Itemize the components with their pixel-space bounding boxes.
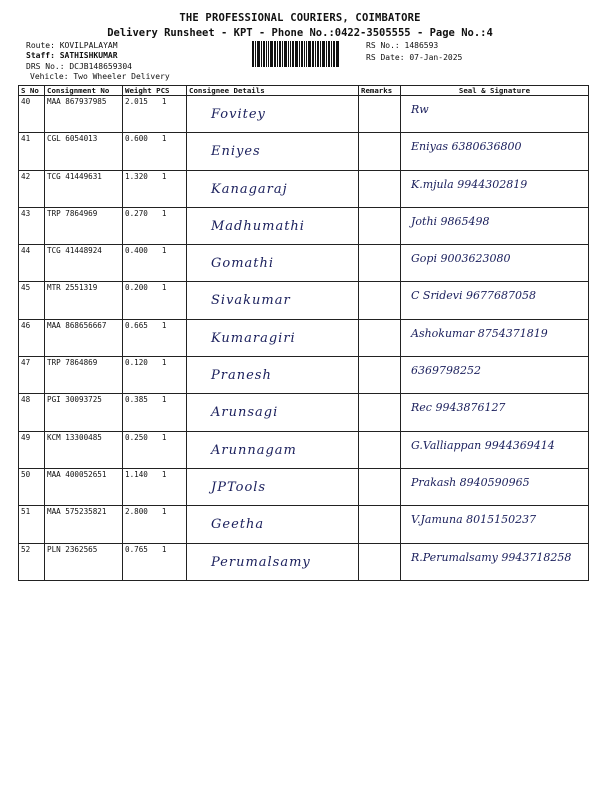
- row-consignee: [187, 170, 359, 207]
- row-weight: 2.800: [125, 507, 148, 517]
- row-pcs: 1: [161, 97, 167, 106]
- signature-handwriting: Prakash 8940590965: [411, 475, 530, 489]
- row-remarks: [359, 96, 401, 133]
- signature-handwriting: 6369798252: [411, 364, 481, 378]
- row-weight-pcs: [123, 245, 187, 282]
- barcode-icon: [252, 41, 356, 67]
- row-consignment: PLN 2362565: [45, 543, 123, 580]
- drs-number: DRS No.: DCJB148659304: [26, 62, 132, 71]
- company-title: THE PROFESSIONAL COURIERS, COIMBATORE: [179, 12, 421, 24]
- col-seal: Seal & Signature: [401, 86, 589, 96]
- row-weight: 1.320: [125, 171, 148, 181]
- table-row: [19, 357, 589, 394]
- row-sno: 50: [19, 468, 45, 505]
- row-sno: 52: [19, 543, 45, 580]
- col-remarks: Remarks: [359, 86, 401, 96]
- table-header-row: [19, 86, 589, 96]
- table-row: [19, 282, 589, 319]
- row-consignee: [187, 207, 359, 244]
- row-pcs: 1: [161, 134, 167, 144]
- row-consignment: MAA 575235821: [45, 506, 123, 543]
- row-pcs: 1: [161, 283, 167, 293]
- row-consignment: MAA 867937985: [45, 96, 123, 133]
- table-row: [19, 468, 589, 505]
- row-consignment: TCG 41448924: [45, 245, 123, 282]
- col-consignment: Consignment No: [45, 86, 123, 96]
- row-sno: 42: [19, 170, 45, 207]
- row-consignment: TRP 7864969: [45, 207, 123, 244]
- staff-label: Staff: SATHISHKUMAR: [26, 51, 118, 60]
- row-signature: [401, 319, 589, 356]
- row-weight-pcs: [123, 282, 187, 319]
- row-signature: [401, 96, 589, 133]
- row-consignment: PGI 30093725: [45, 394, 123, 431]
- row-sno: 44: [19, 245, 45, 282]
- table-row: [19, 170, 589, 207]
- runsheet-subtitle: Delivery Runsheet - KPT - Phone No.:0422-3505555 - Page No.:4: [107, 27, 493, 39]
- table-row: [19, 96, 589, 133]
- row-consignee: [187, 319, 359, 356]
- row-weight-pcs: [123, 170, 187, 207]
- table-row: [19, 431, 589, 468]
- rs-date: RS Date: 07-Jan-2025: [366, 53, 463, 62]
- row-remarks: [359, 394, 401, 431]
- col-weight-pcs: [123, 86, 187, 96]
- row-sno: 49: [19, 431, 45, 468]
- row-signature: [401, 506, 589, 543]
- row-consignment: MAA 868656667: [45, 319, 123, 356]
- row-consignee: [187, 543, 359, 580]
- vehicle-label: Vehicle: Two Wheeler Delivery: [30, 72, 170, 81]
- signature-handwriting: Ashokumar 8754371819: [411, 326, 548, 340]
- signature-handwriting: Gopi 9003623080: [411, 252, 511, 266]
- row-weight: 1.140: [125, 469, 148, 479]
- row-weight: 0.665: [125, 320, 148, 330]
- row-sno: 46: [19, 319, 45, 356]
- row-weight-pcs: [123, 207, 187, 244]
- row-consignee: [187, 357, 359, 394]
- row-pcs: 1: [161, 358, 167, 368]
- consignee-handwriting: Madhumathi: [211, 218, 305, 234]
- row-signature: [401, 357, 589, 394]
- row-weight: 0.270: [125, 208, 148, 218]
- col-pcs: PCS: [156, 86, 170, 95]
- row-pcs: 1: [161, 246, 167, 256]
- table-row: [19, 245, 589, 282]
- row-weight: 2.015: [125, 97, 148, 106]
- row-remarks: [359, 319, 401, 356]
- row-pcs: 1: [161, 432, 167, 442]
- table-row: [19, 319, 589, 356]
- row-signature: [401, 468, 589, 505]
- consignee-handwriting: Kanagaraj: [211, 181, 288, 197]
- signature-handwriting: G.Valliappan 9944369414: [411, 438, 555, 452]
- row-consignee: [187, 245, 359, 282]
- row-weight: 0.400: [125, 246, 148, 256]
- row-weight: 0.765: [125, 544, 148, 554]
- row-weight-pcs: [123, 431, 187, 468]
- row-signature: [401, 543, 589, 580]
- table-row: [19, 394, 589, 431]
- row-remarks: [359, 543, 401, 580]
- row-weight-pcs: [123, 357, 187, 394]
- row-consignee: [187, 468, 359, 505]
- row-weight-pcs: [123, 394, 187, 431]
- row-pcs: 1: [161, 395, 167, 405]
- row-consignment: TCG 41449631: [45, 170, 123, 207]
- row-signature: [401, 431, 589, 468]
- row-consignment: MAA 400052651: [45, 468, 123, 505]
- table-row: [19, 133, 589, 170]
- row-consignee: [187, 431, 359, 468]
- row-weight: 0.250: [125, 432, 148, 442]
- row-sno: 48: [19, 394, 45, 431]
- consignee-handwriting: Fovitey: [211, 107, 266, 122]
- row-signature: [401, 170, 589, 207]
- row-sno: 41: [19, 133, 45, 170]
- row-consignment: TRP 7864869: [45, 357, 123, 394]
- row-signature: [401, 282, 589, 319]
- row-consignee: [187, 506, 359, 543]
- delivery-table: [18, 85, 589, 581]
- table-row: [19, 506, 589, 543]
- consignee-handwriting: Sivakumar: [211, 293, 291, 309]
- row-pcs: 1: [161, 469, 167, 479]
- row-pcs: 1: [161, 320, 167, 330]
- row-sno: 43: [19, 207, 45, 244]
- consignee-handwriting: JPTools: [211, 479, 267, 495]
- row-weight-pcs: [123, 133, 187, 170]
- row-sno: 47: [19, 357, 45, 394]
- row-remarks: [359, 506, 401, 543]
- signature-handwriting: Eniyas 6380636800: [411, 140, 522, 154]
- row-weight: 0.600: [125, 134, 148, 144]
- signature-handwriting: K.mjula 9944302819: [411, 177, 528, 191]
- row-consignment: KCM 13300485: [45, 431, 123, 468]
- rs-number: RS No.: 1486593: [366, 41, 439, 50]
- consignee-handwriting: Geetha: [211, 517, 265, 533]
- row-remarks: [359, 431, 401, 468]
- row-weight-pcs: [123, 319, 187, 356]
- row-consignee: [187, 96, 359, 133]
- consignee-handwriting: Arunsagi: [211, 405, 279, 421]
- row-weight: 0.385: [125, 395, 148, 405]
- consignee-handwriting: Eniyes: [211, 144, 261, 160]
- consignee-handwriting: Perumalsamy: [211, 554, 311, 570]
- row-remarks: [359, 282, 401, 319]
- signature-handwriting: Rec 9943876127: [411, 401, 506, 415]
- row-weight-pcs: [123, 506, 187, 543]
- col-consignee: Consignee Details: [187, 86, 359, 96]
- row-pcs: 1: [161, 171, 167, 181]
- row-remarks: [359, 357, 401, 394]
- route-label: Route: KOVILPALAYAM: [26, 41, 118, 50]
- row-weight-pcs: [123, 96, 187, 133]
- row-pcs: 1: [161, 507, 167, 517]
- row-weight: 0.200: [125, 283, 148, 293]
- row-pcs: 1: [161, 208, 167, 218]
- signature-handwriting: V.Jamuna 8015150237: [411, 513, 537, 527]
- row-remarks: [359, 207, 401, 244]
- row-signature: [401, 207, 589, 244]
- row-consignee: [187, 133, 359, 170]
- consignee-handwriting: Kumaragiri: [211, 330, 296, 346]
- signature-handwriting: Rw: [411, 103, 429, 116]
- row-pcs: 1: [161, 544, 167, 554]
- row-sno: 45: [19, 282, 45, 319]
- signature-handwriting: Jothi 9865498: [411, 214, 490, 228]
- col-weight: Weight: [125, 86, 152, 95]
- row-signature: [401, 245, 589, 282]
- consignee-handwriting: Gomathi: [211, 256, 275, 272]
- row-sno: 51: [19, 506, 45, 543]
- row-sno: 40: [19, 96, 45, 133]
- row-consignment: CGL 6054013: [45, 133, 123, 170]
- row-weight-pcs: [123, 468, 187, 505]
- signature-handwriting: C Sridevi 9677687058: [411, 289, 536, 303]
- table-row: [19, 543, 589, 580]
- row-weight-pcs: [123, 543, 187, 580]
- row-signature: [401, 394, 589, 431]
- signature-handwriting: R.Perumalsamy 9943718258: [411, 550, 572, 564]
- row-consignment: MTR 2551319: [45, 282, 123, 319]
- row-remarks: [359, 170, 401, 207]
- consignee-handwriting: Arunnagam: [211, 442, 297, 458]
- row-consignee: [187, 394, 359, 431]
- row-consignee: [187, 282, 359, 319]
- table-row: [19, 207, 589, 244]
- row-remarks: [359, 468, 401, 505]
- row-weight: 0.120: [125, 358, 148, 368]
- col-sno: S No: [19, 86, 45, 96]
- row-signature: [401, 133, 589, 170]
- row-remarks: [359, 245, 401, 282]
- consignee-handwriting: Pranesh: [211, 368, 272, 384]
- row-remarks: [359, 133, 401, 170]
